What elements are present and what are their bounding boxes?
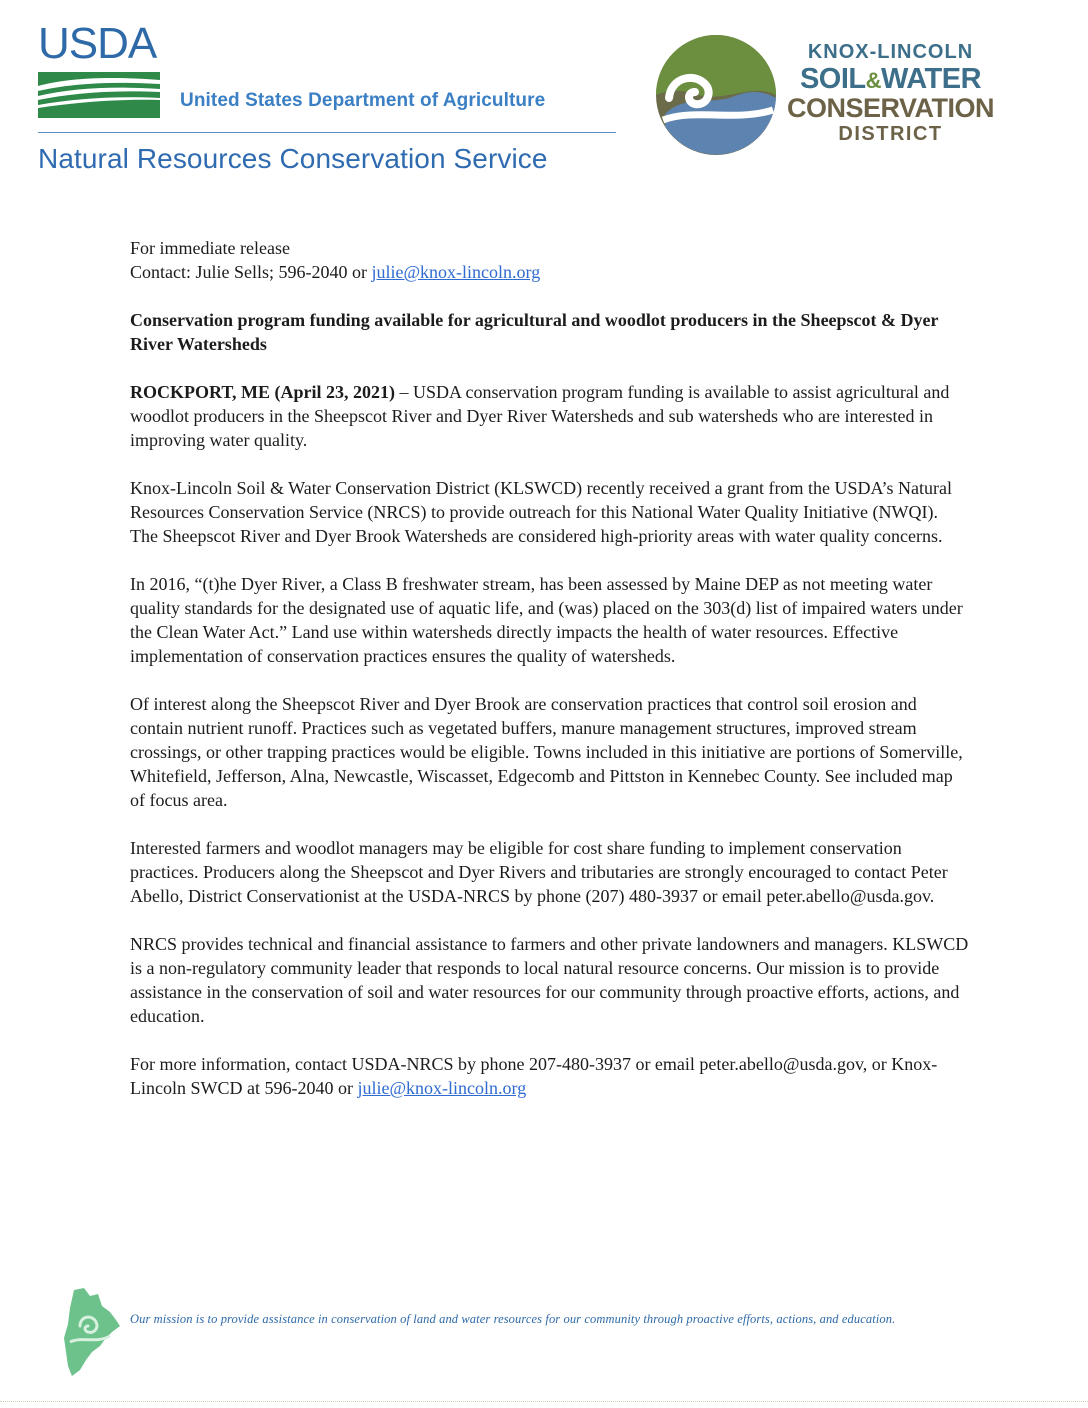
paragraph-5: Interested farmers and woodlot managers may be eligible for cost share funding to implement conservation practices. Producers along the Sheepscot and Dyer Rivers and tributaries are strongly encouraged to contact Peter Abello, District Conservationist at the USDA-NRCS by phone (207) 480-3937 or email peter.abello@usda.gov. <box>130 838 948 906</box>
kl-line-conservation: CONSERVATION <box>786 93 995 123</box>
usda-landscape-icon <box>38 72 160 118</box>
dateline: ROCKPORT, ME (April 23, 2021) <box>130 382 396 402</box>
paragraph-7-text: For more information, contact USDA-NRCS by phone 207-480-3937 or email peter.abello@usda.gov, or Knox-Lincoln SWCD at 596-2040 or <box>130 1054 938 1098</box>
page-edge <box>0 1400 1088 1402</box>
usda-logo <box>38 19 162 116</box>
footer-contact-email-link[interactable]: julie@knox-lincoln.org <box>357 1078 527 1098</box>
kl-line-knox-lincoln: KNOX-LINCOLN <box>807 41 974 63</box>
paragraph-4: Of interest along the Sheepscot River and Dyer Brook are conservation practices that control soil erosion and contain nutrient runoff. Practices such as vegetated buffers, manure management structures, improved stream crossings, or other trapping practices would be eligible. Towns included in this initiative are portions of Somerville, Whitefield, Jefferson, Alna, Newcastle, Wiscasset, Edgecomb and Pittston in Kennebec County. See included map of focus area. <box>130 694 963 810</box>
release-info <box>130 236 970 284</box>
press-release-body <box>130 236 970 1124</box>
headline: Conservation program funding available for agricultural and woodlot producers in the Sheepscot & Dyer River Watersheds <box>130 310 939 354</box>
agency-name: Natural Resources Conservation Service <box>38 143 548 174</box>
kl-soil: SOIL <box>799 63 866 95</box>
kl-line-district: DISTRICT <box>838 123 943 145</box>
paragraph-6: NRCS provides technical and financial assistance to farmers and other private landowners and managers. KLSWCD is a non-regulatory community leader that responds to local natural resource concerns. Our mission is to provide assistance in the conservation of soil and water resources for our community through proactive efforts, actions, and education. <box>130 934 969 1026</box>
contact-email-link[interactable]: julie@knox-lincoln.org <box>371 262 541 282</box>
kl-water: WATER <box>881 63 982 95</box>
release-label: For immediate release <box>130 238 290 258</box>
contact-line: Contact: Julie Sells; 596-2040 or <box>130 262 372 282</box>
paragraph-3: In 2016, “(t)he Dyer River, a Class B freshwater stream, has been assessed by Maine DEP as not meeting water quality standards for the designated use of aquatic life, and (was) placed on the 303(d) list of impaired waters under the Clean Water Act.” Land use within watersheds directly impacts the health of water resources. Effective implementation of conservation practices ensures the quality of watersheds. <box>130 574 963 666</box>
paragraph-2: Knox-Lincoln Soil & Water Conservation District (KLSWCD) recently received a grant from the USDA’s Natural Resources Conservation Service (NRCS) to provide outreach for this National Water Quality Initiative (NWQI). The Sheepscot River and Dyer Brook Watersheds are considered high-priority areas with water quality concerns. <box>130 478 953 546</box>
knox-lincoln-logo-icon <box>655 34 777 156</box>
paragraph-1-text: – USDA conservation program funding is available to assist agricultural and woodlot producers in the Sheepscot River and Dyer River Watersheds and sub watersheds who are interested in improving water quality. <box>130 382 950 450</box>
maine-state-icon <box>58 1286 124 1378</box>
header-divider <box>38 132 616 133</box>
kl-line-soil-water <box>778 65 1003 94</box>
knox-lincoln-wordmark <box>778 42 1003 144</box>
department-name: United States Department of Agriculture <box>180 90 546 111</box>
paragraph-7 <box>130 1052 970 1100</box>
footer-mission-statement: Our mission is to provide assistance in conservation of land and water resources for our community through proactive efforts, actions, and education. <box>130 1312 896 1326</box>
paragraph-1 <box>130 380 970 452</box>
kl-ampersand: & <box>865 68 881 93</box>
usda-wordmark: USDA <box>38 19 157 68</box>
